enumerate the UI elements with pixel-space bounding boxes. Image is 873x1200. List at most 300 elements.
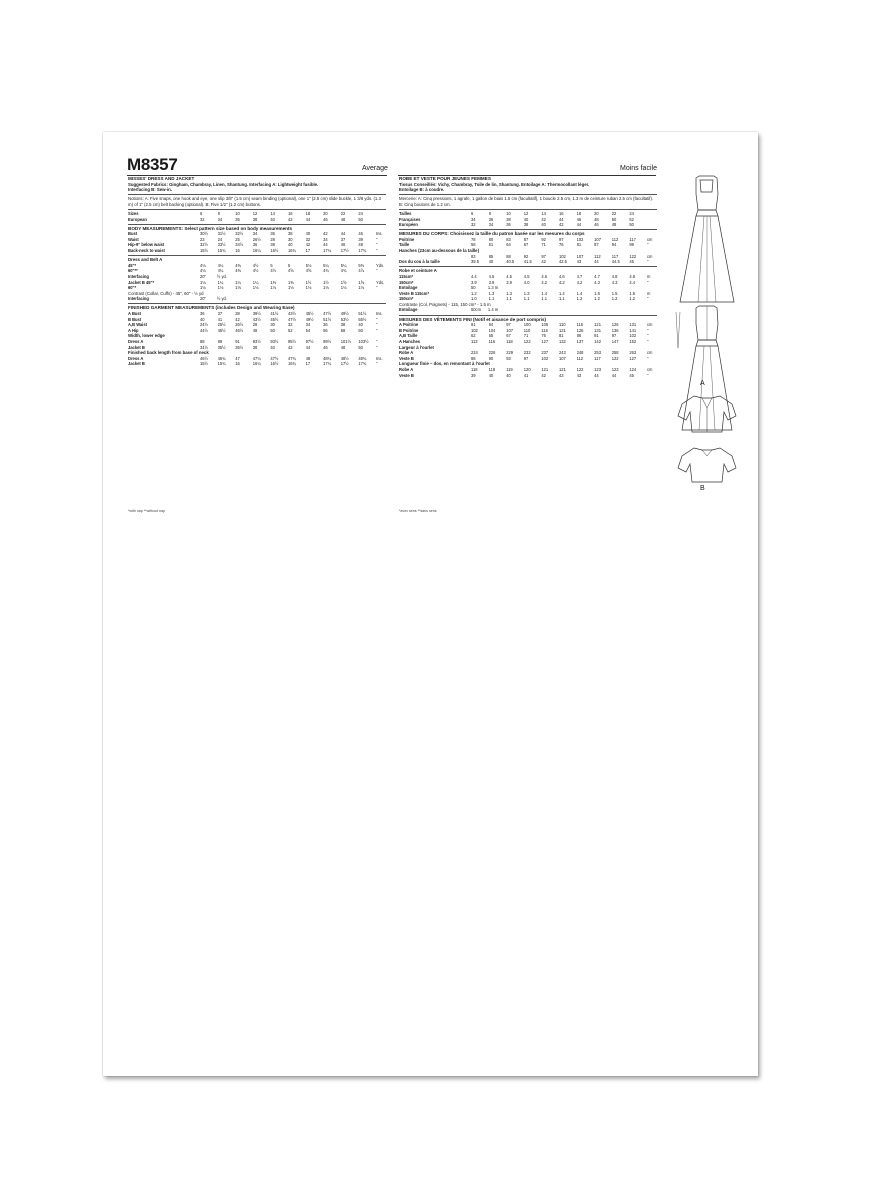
row-label: Poitrine: [399, 236, 415, 242]
row-value: 1⅜: [287, 279, 294, 285]
row-value: 124: [629, 366, 637, 372]
row-value: 88: [471, 355, 476, 361]
row-value: 107: [506, 327, 514, 333]
row-value: 100: [523, 322, 531, 328]
row-value: 46: [594, 222, 599, 228]
row-value: 1.4: [541, 290, 548, 296]
row-value: 4.4: [629, 279, 636, 285]
row-value: 38: [340, 322, 346, 328]
row-value: 112: [594, 253, 601, 259]
row-value: 4.3: [611, 279, 618, 285]
row-value: 48: [305, 355, 311, 361]
row-unit: Yds.: [376, 262, 385, 268]
row-value: 10: [235, 210, 240, 216]
row-value: 4.5: [506, 273, 512, 279]
row-value: 1¼: [235, 279, 241, 285]
row-value: 4¾: [323, 268, 329, 274]
row-value: 47½: [287, 316, 296, 322]
row-value: 4.2: [576, 279, 583, 285]
row-value: 45½: [270, 316, 279, 322]
row-value: 23: [200, 236, 205, 242]
row-value: 1⅛: [305, 285, 312, 291]
row-value: 38: [252, 216, 258, 222]
row-value: 1⅛: [358, 285, 365, 291]
row-value: 237: [541, 350, 549, 356]
row-value: 15½: [200, 248, 208, 254]
row-value: 24½: [200, 322, 208, 328]
row-value: 40: [488, 372, 494, 378]
row-value: 121: [541, 366, 549, 372]
row-value: 33½: [217, 242, 226, 248]
row-value: 5⅛: [305, 262, 312, 268]
row-value: 16: [235, 248, 240, 254]
row-unit: Yds.: [376, 279, 385, 285]
row-value: 4.5: [523, 273, 530, 279]
finished-title: FINISHED GARMENT MEASUREMENTS (includes Design and Wearing Ease): [128, 303, 386, 311]
row-value: 132: [558, 338, 566, 344]
row-value: 80: [488, 236, 494, 242]
row-value: 122: [523, 338, 531, 344]
width-table: [128, 339, 386, 350]
row-value: 1⅛: [200, 285, 206, 291]
row-value: 37: [217, 310, 223, 316]
row-label: Dress A: [128, 338, 144, 344]
row-value: 34½: [235, 242, 244, 248]
row-value: 91: [235, 338, 240, 344]
row-label: Interfacing: [128, 296, 149, 302]
row-value: 101½: [340, 338, 351, 344]
row-unit: cm: [647, 350, 653, 356]
notions-text-fr: Mercerie: A: Cinq pressions, 1 agrafe, 1 gallon de biais 1.5 cm (facultatif), 1 boucle 2.5 cm, 1.3 m de ceinture ruban 2.5 cm (facultatif). B: Cinq boutons de 1.2 cm.: [399, 194, 657, 207]
row-value: 113: [471, 338, 478, 344]
row-value: 36: [506, 222, 511, 228]
row-value: 1.4 m: [487, 307, 499, 313]
row-label: Européen: [399, 222, 418, 228]
row-value: 54: [305, 327, 311, 333]
row-label: A,B Taille: [399, 333, 418, 339]
row-value: 40: [506, 372, 511, 378]
row-value: 87: [523, 236, 529, 242]
row-value: 229: [506, 350, 514, 356]
row-value: 4.8: [629, 273, 636, 279]
row-value: 91: [471, 322, 476, 328]
row-value: 36: [200, 310, 205, 316]
row-value: 92: [523, 253, 529, 259]
row-value: 34: [488, 222, 494, 228]
garment-illustrations: [672, 172, 742, 502]
row-value: 4½: [270, 268, 277, 274]
row-value: 48: [594, 216, 599, 222]
row-value: 40.5: [506, 259, 515, 265]
row-value: 40: [305, 231, 311, 237]
row-value: 4.7: [594, 273, 600, 279]
row-label: 45"*: [128, 262, 137, 268]
row-label: 150cm*: [399, 279, 414, 285]
row-value: 1.1: [523, 296, 530, 302]
row-value: 4.2: [541, 279, 548, 285]
table-row: [128, 248, 386, 254]
row-value: 78: [471, 236, 476, 242]
row-value: 1.0: [471, 296, 477, 302]
robe-title-fr: Robe et ceinture A: [399, 266, 657, 274]
row-value: 36: [270, 231, 275, 237]
row-value: 122: [611, 355, 619, 361]
row-value: 47: [235, 355, 240, 361]
row-value: 17: [305, 361, 311, 367]
row-value: 30: [270, 322, 275, 328]
row-unit: ": [376, 316, 378, 322]
row-unit: ": [376, 285, 378, 291]
row-value: 119: [506, 366, 513, 372]
view-label-b: B: [700, 485, 705, 492]
row-value: 127: [629, 355, 637, 361]
row-label: Jacket B: [128, 361, 145, 367]
dress-front-illustration: [680, 176, 734, 302]
row-value: 26½: [252, 236, 261, 242]
row-value: 32: [471, 222, 476, 228]
difficulty-fr: Moins facile: [620, 165, 657, 172]
row-value: 67: [506, 333, 511, 339]
row-value: 17: [305, 248, 311, 254]
row-value: 89: [217, 338, 223, 344]
row-unit: cm: [647, 322, 653, 328]
row-value: 6: [471, 210, 474, 216]
row-value: 4.6: [558, 273, 565, 279]
row-value: 36: [235, 216, 240, 222]
row-label: Veste B 115cm*: [399, 290, 430, 296]
dress-table: [128, 263, 386, 274]
row-value: 30: [287, 236, 293, 242]
row-label: 60"**: [128, 268, 138, 274]
row-value: 121: [558, 327, 566, 333]
interfacing-row-2: [128, 296, 386, 302]
dress-belt-title: Dress and Belt A: [128, 255, 386, 263]
row-value: 117: [629, 236, 636, 242]
row-label: 115cm*: [399, 273, 414, 279]
row-value: 42: [287, 344, 293, 350]
row-value: 38: [235, 310, 240, 316]
row-value: 28: [270, 236, 275, 242]
row-label: Veste B: [399, 372, 414, 378]
row-value: 44½: [200, 327, 208, 333]
row-value: 120: [523, 366, 531, 372]
row-value: 46: [576, 216, 582, 222]
row-value: 17½: [340, 361, 349, 367]
row-value: 44: [305, 216, 311, 222]
row-value: 1⅛: [340, 285, 347, 291]
row-value: 4.5: [488, 273, 495, 279]
row-unit: ": [647, 259, 649, 265]
jacket-back-illustration: [678, 448, 736, 482]
fabrics-text-fr: Tissus Conseillés: Vichy, Chambray, Toile de lin, Shantung. Entoilage A: Thermocollant léger.: [399, 181, 590, 187]
row-value: 17¼: [323, 248, 332, 254]
finished-table: [128, 311, 386, 333]
section-title: MISSES' DRESS AND JACKET: [128, 176, 195, 181]
row-value: 42: [287, 216, 293, 222]
row-value: 86: [576, 333, 582, 339]
row-value: 48¼: [323, 355, 332, 361]
row-value: 1.4: [558, 290, 565, 296]
row-unit: ": [376, 248, 378, 254]
row-value: 16½: [270, 248, 279, 254]
row-value: 32½: [235, 231, 244, 237]
row-value: 45½: [217, 327, 226, 333]
row-value: 1.2: [576, 296, 583, 302]
row-label: Entoilage: [399, 285, 418, 291]
row-unit: ": [647, 355, 649, 361]
row-value: 4.0: [523, 279, 530, 285]
row-value: 43: [576, 259, 582, 265]
row-value: 15¾: [217, 361, 226, 367]
row-label: B Poitrine: [399, 327, 419, 333]
row-value: 18: [576, 210, 582, 216]
row-unit: ": [647, 338, 649, 344]
row-value: 47½: [323, 310, 332, 316]
row-width: 50: [471, 285, 476, 291]
row-value: 1⅛: [200, 279, 206, 285]
row-value: 48½: [340, 355, 349, 361]
body-title-fr: MESURES DU CORPS: Choisissez la taille du patron basée sur les mesures du corps: [399, 229, 657, 237]
row-value: 35½: [217, 344, 226, 350]
row-value: 42: [541, 259, 546, 265]
row-value: 1.2: [611, 296, 618, 302]
row-value: 4⅛: [200, 268, 206, 274]
row-value: 49½: [305, 316, 314, 322]
table-row: [399, 259, 657, 265]
row-value: 121: [558, 366, 566, 372]
row-value: 5⅜: [358, 262, 365, 268]
row-label: Jacket B 45"*: [128, 279, 155, 285]
row-value: 1⅛: [217, 285, 224, 291]
row-value: 118: [471, 366, 478, 372]
row-value: 22: [611, 210, 617, 216]
row-value: 50: [358, 216, 363, 222]
notions-text: Notions: A: Five snaps, one hook and eye, one slip 3/8" (1.5 cm) seam binding (optional), one 1" (2.5 cm) slide buckle, 1 3/8 yds. (1.3 m) of 1" (2.5 cm) belt backing (optional). B: Five 1/2" (1.2 cm) buttons.: [128, 194, 386, 207]
row-value: 1.3: [506, 290, 512, 296]
row-value: 116: [488, 338, 496, 344]
row-value: 44.5: [611, 259, 620, 265]
row-value: 41½: [270, 310, 279, 316]
row-value: 58: [471, 242, 476, 248]
row-label: Interfacing: [128, 273, 149, 279]
row-value: 40: [270, 216, 275, 222]
row-value: 62: [471, 333, 476, 339]
veste-table-fr: [399, 291, 657, 302]
row-value: 97: [523, 355, 529, 361]
row-value: 40: [287, 242, 293, 248]
row-value: 48: [252, 327, 258, 333]
row-value: 32½: [200, 242, 208, 248]
row-label: Bust: [128, 231, 138, 237]
row-value: 15¾: [217, 248, 226, 254]
row-value: 4.6: [541, 273, 548, 279]
row-value: 1⅝: [358, 279, 365, 285]
row-label: A Bust: [128, 310, 142, 316]
row-width: 50cm: [471, 307, 482, 313]
row-value: 17¾: [358, 361, 367, 367]
english-column: [128, 176, 386, 367]
row-value: 43: [576, 372, 582, 378]
row-value: 32: [305, 236, 311, 242]
row-value: 258: [611, 350, 619, 356]
row-value: 93: [506, 355, 511, 361]
row-value: 81: [558, 333, 564, 339]
row-value: 8: [488, 210, 491, 216]
row-value: 34: [217, 216, 223, 222]
row-unit: cm: [647, 236, 653, 242]
row-value: 34: [305, 322, 311, 328]
row-value: 1.1: [488, 296, 495, 302]
row-value: 3.9: [488, 279, 495, 285]
row-value: 253: [594, 350, 601, 356]
row-value: 4¼: [217, 268, 224, 274]
row-value: 115: [576, 322, 584, 328]
row-value: 41: [523, 372, 529, 378]
table-row: [399, 307, 657, 313]
row-value: 76: [541, 333, 546, 339]
row-label: A Hip: [128, 327, 139, 333]
row-value: 122: [629, 253, 637, 259]
row-value: 112: [576, 355, 584, 361]
row-value: 45: [629, 259, 634, 265]
row-width: 20": [200, 296, 207, 302]
row-value: 14: [541, 210, 546, 216]
row-unit: ": [376, 344, 378, 350]
row-value: ½ yd.: [216, 296, 227, 302]
robe-table-fr: [399, 274, 657, 285]
row-label: B Bust: [128, 316, 142, 322]
row-value: 14: [270, 210, 275, 216]
row-value: 34½: [200, 344, 208, 350]
back-length-table: [128, 356, 386, 367]
row-value: 40: [541, 222, 546, 228]
row-value: 40: [488, 259, 494, 265]
row-label: 150cm*: [399, 296, 414, 302]
table-row: [399, 373, 657, 379]
row-value: 102: [576, 236, 584, 242]
sizes-table: [128, 211, 386, 222]
row-value: 15½: [200, 361, 208, 367]
row-value: 126: [576, 327, 584, 333]
row-value: 16¼: [252, 361, 261, 367]
row-value: 46¾: [217, 355, 226, 361]
row-value: 46½: [200, 355, 208, 361]
row-unit: ": [376, 242, 378, 248]
row-value: 123: [594, 366, 601, 372]
row-value: 1.3: [523, 290, 530, 296]
table-row: [128, 217, 386, 223]
row-value: 46: [323, 216, 328, 222]
row-value: 5¼: [323, 262, 329, 268]
row-value: 58: [340, 327, 346, 333]
row-value: 34: [323, 236, 328, 242]
row-value: 28: [252, 322, 258, 328]
row-label: Sizes: [128, 210, 139, 216]
row-unit: m: [647, 273, 651, 279]
row-value: 48¾: [358, 355, 367, 361]
row-unit: ": [376, 236, 378, 242]
back-length-title: Finished back length from base of neck: [128, 350, 209, 356]
row-value: 36: [252, 242, 258, 248]
row-value: 248: [576, 350, 584, 356]
row-label: Robe A: [399, 350, 414, 356]
row-value: 97: [506, 322, 511, 328]
row-value: 43½: [252, 316, 261, 322]
row-value: 39½: [252, 310, 261, 316]
row-value: 1.1: [506, 296, 512, 302]
width-title-fr: Largeur à l'ourlet: [399, 344, 434, 350]
row-value: 42: [541, 372, 546, 378]
row-value: 16: [235, 361, 240, 367]
row-value: 16½: [270, 361, 279, 367]
row-unit: ": [376, 327, 378, 333]
row-value: 36½: [235, 344, 244, 350]
row-value: 5: [270, 262, 273, 268]
row-value: 4⅜: [235, 262, 241, 268]
row-value: 16¾: [287, 248, 296, 254]
interfacing-text-fr: Entoilage B: à coudre.: [399, 187, 445, 193]
row-label: Entoilage: [399, 307, 418, 313]
row-unit: ": [647, 296, 649, 302]
row-value: 6: [200, 210, 203, 216]
row-value: 38: [270, 242, 275, 248]
row-value: 83: [471, 253, 476, 259]
finished-table-fr: [399, 322, 657, 344]
footnote-fr: *avec sens **sans sens: [399, 509, 437, 513]
row-value: 76: [558, 242, 564, 248]
row-value: 32: [287, 322, 293, 328]
row-value: 243: [558, 350, 566, 356]
body-table: [128, 231, 386, 253]
sizes-table-wrap-fr: [399, 209, 657, 228]
section-title-fr: ROBE ET VESTE POUR JEUNES FEMMES: [399, 176, 491, 181]
row-value: 43: [558, 372, 564, 378]
row-value: 1.3 m: [487, 285, 499, 291]
row-unit: m: [647, 290, 651, 296]
row-unit: [647, 222, 657, 228]
row-value: 126: [611, 322, 619, 328]
row-value: 107: [558, 355, 566, 361]
row-unit: Ins.: [376, 310, 383, 316]
row-value: 44: [558, 216, 564, 222]
row-value: 41.5: [523, 259, 532, 265]
row-value: 45½: [305, 310, 314, 316]
row-value: 99½: [323, 338, 332, 344]
row-value: 1.2: [629, 296, 636, 302]
row-value: 117: [594, 355, 601, 361]
row-value: 45: [629, 372, 634, 378]
row-label: 60"*: [128, 285, 137, 291]
interfacing-text: Interfacing B: Sew-in.: [128, 187, 172, 193]
row-value: 97: [558, 236, 564, 242]
row-value: 12: [252, 210, 258, 216]
row-value: ½ yd.: [216, 273, 227, 279]
row-value: 4⅝: [287, 268, 294, 274]
row-value: 4.4: [471, 273, 477, 279]
row-value: 94: [488, 322, 494, 328]
sizes-table-wrap: [128, 209, 386, 222]
row-value: 110: [523, 327, 531, 333]
width-table-fr: [399, 350, 657, 361]
row-value: 20: [323, 210, 328, 216]
row-width: 20": [200, 273, 207, 279]
row-value: 105: [541, 322, 549, 328]
row-value: 55½: [358, 316, 367, 322]
row-value: 42: [323, 231, 328, 237]
row-value: 4.8: [611, 273, 618, 279]
row-value: 94: [611, 242, 617, 248]
contrast-text: Contrast (Collar, Cuffs) - 45", 60" - ½ yd: [128, 290, 204, 296]
